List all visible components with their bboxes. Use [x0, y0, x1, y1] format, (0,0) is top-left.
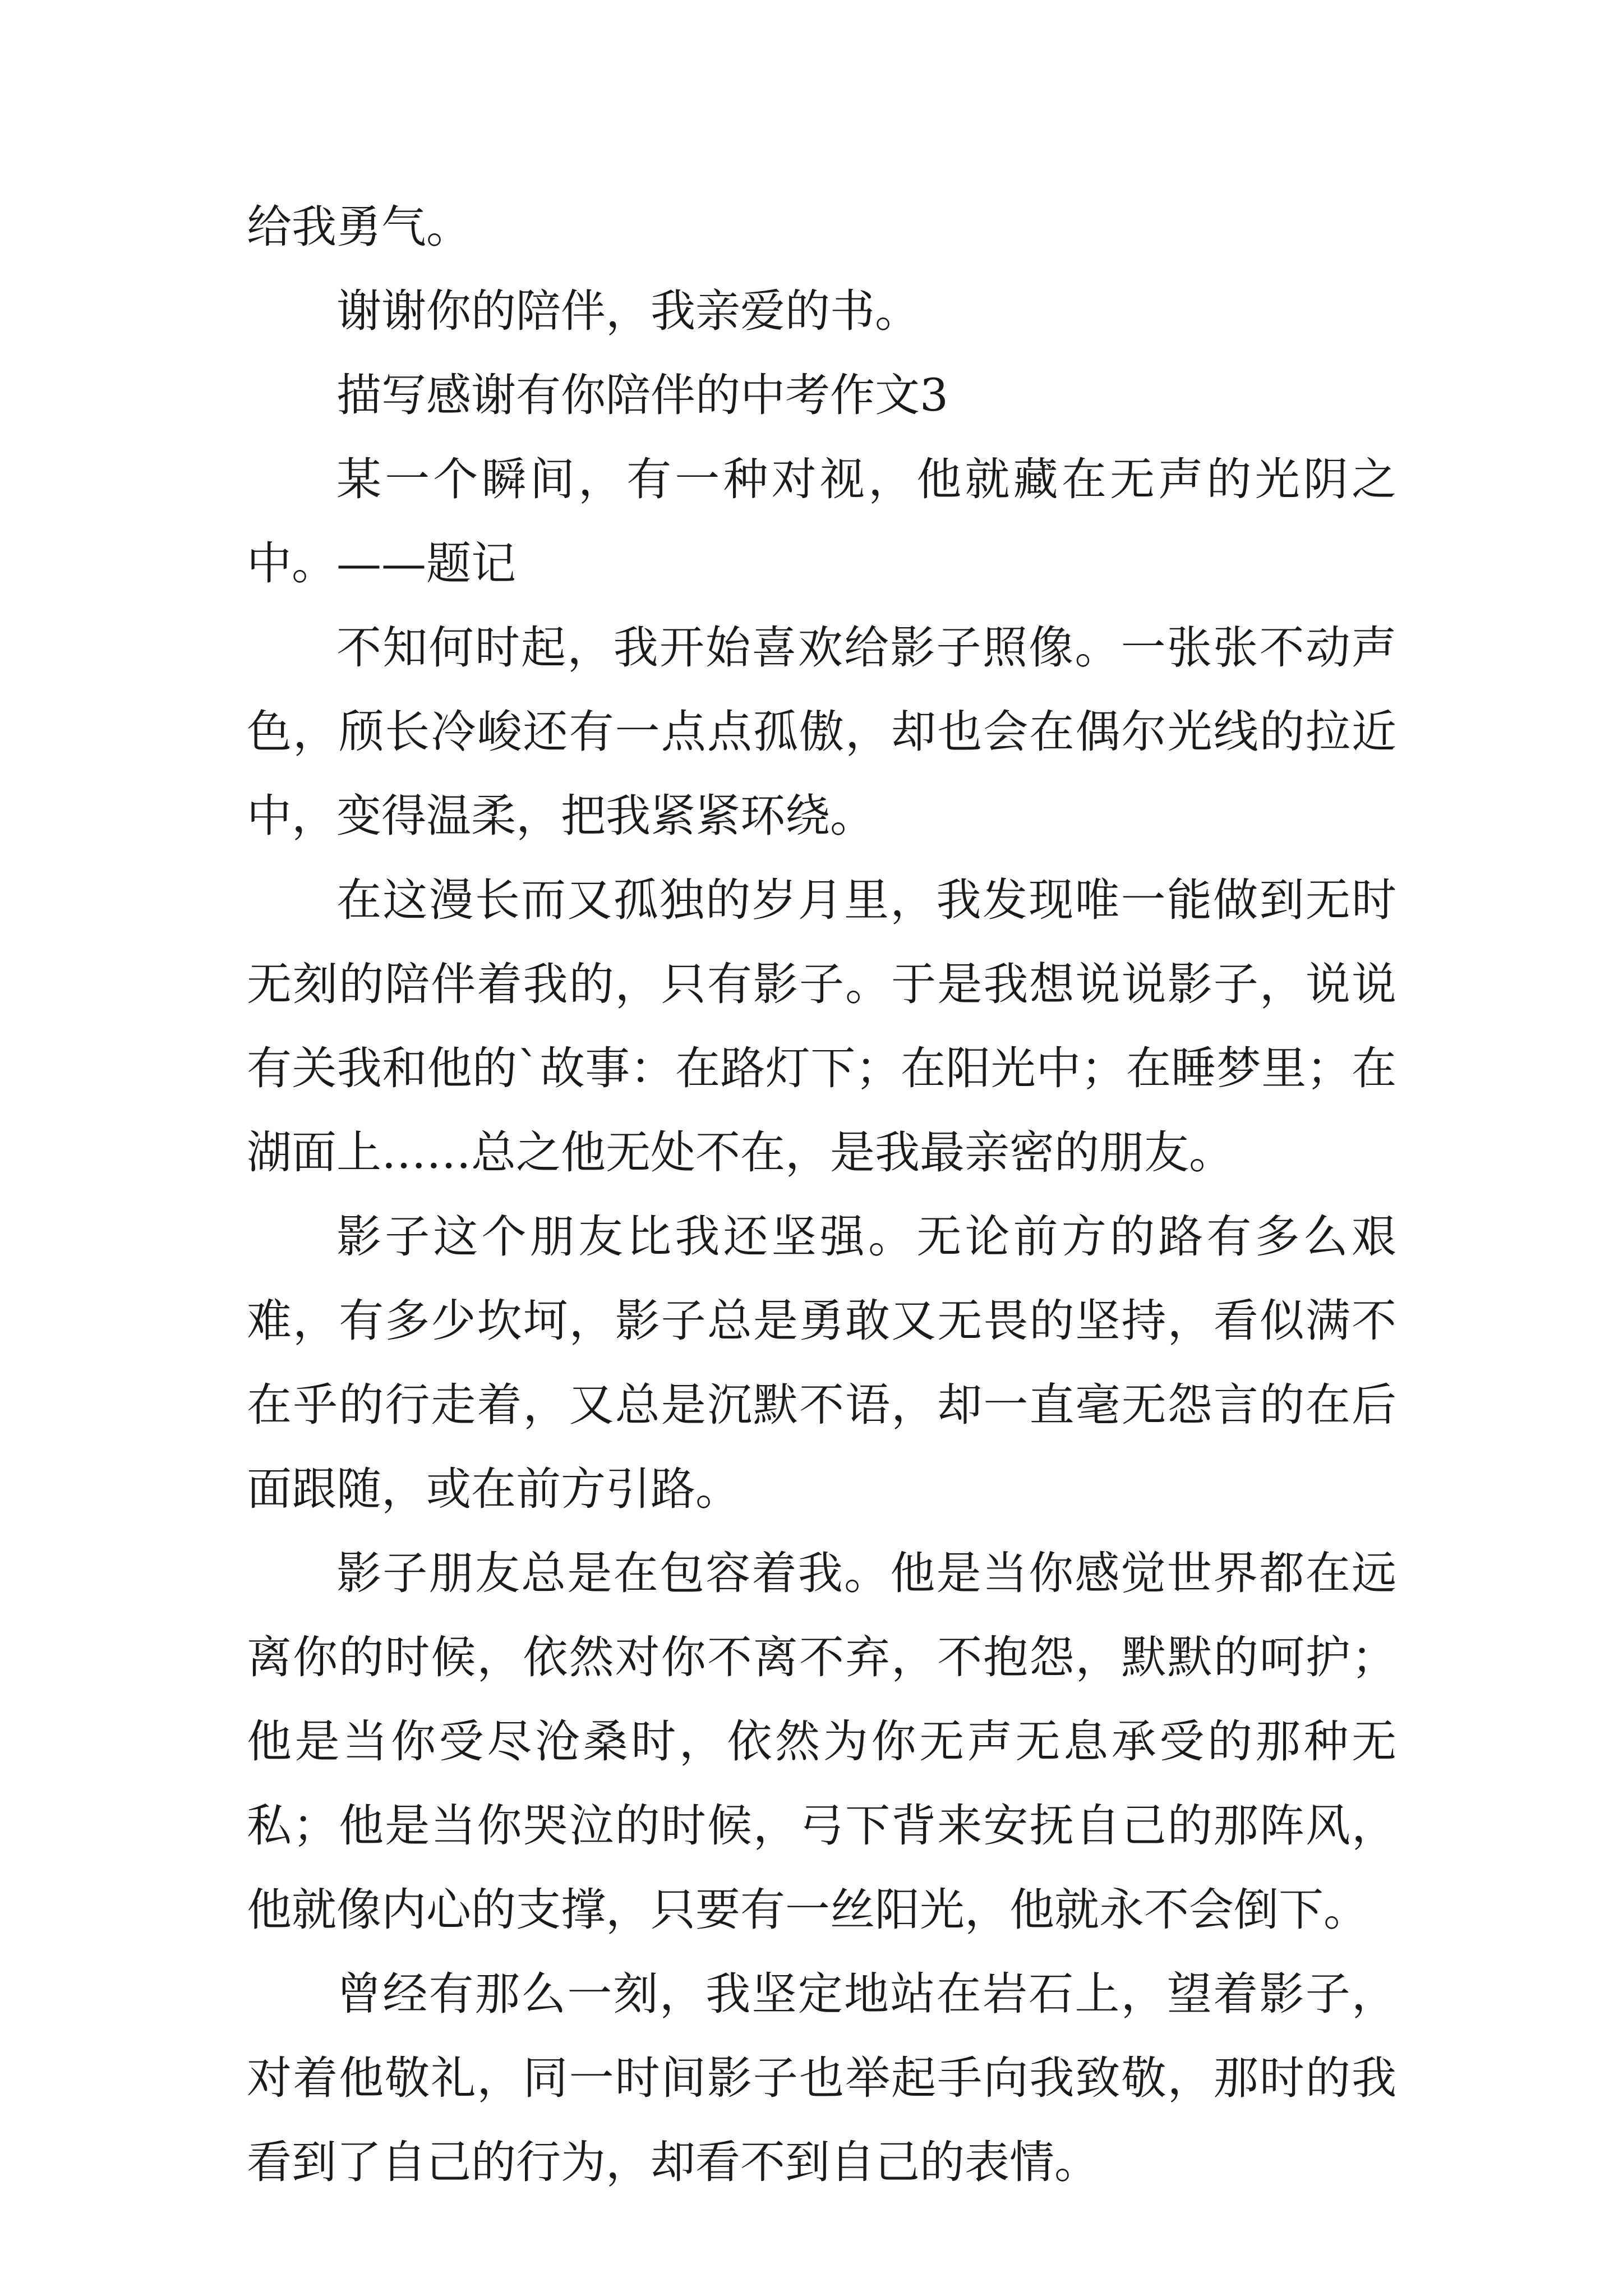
- paragraph: 给我勇气。: [247, 201, 471, 253]
- document-body: [247, 185, 1396, 2205]
- section-heading: 描写感谢有你陪伴的中考作文3: [336, 369, 948, 421]
- paragraph: 影子朋友总是在包容着我。他是当你感觉世界都在远离你的时候，依然对你不离不弃，不抱怨，默默的呵护；他是当你受尽沧桑时，依然为你无声无息承受的那种无私；他是当你哭泣的时候，弓下背来安抚自己的那阵风，他就像内心的支撑，只要有一丝阳光，他就永不会倒下。: [247, 1547, 1396, 1936]
- paragraph: 在这漫长而又孤独的岁月里，我发现唯一能做到无时无刻的陪伴着我的，只有影子。于是我想说说影子，说说有关我和他的`故事：在路灯下；在阳光中；在睡梦里；在湖面上……总之他无处不在，是我最亲密的朋友。: [247, 874, 1396, 1179]
- paragraph: 影子这个朋友比我还坚强。无论前方的路有多么艰难，有多少坎坷，影子总是勇敢又无畏的坚持，看似满不在乎的行走着，又总是沉默不语，却一直毫无怨言的在后面跟随，或在前方引路。: [247, 1211, 1396, 1515]
- paragraph: 不知何时起，我开始喜欢给影子照像。一张张不动声色，颀长冷峻还有一点点孤傲，却也会在偶尔光线的拉近中，变得温柔，把我紧紧环绕。: [247, 622, 1396, 842]
- epigraph: 某一个瞬间，有一种对视，他就藏在无声的光阴之中。——题记: [247, 453, 1396, 590]
- paragraph: 谢谢你的陪伴，我亲爱的书。: [336, 285, 920, 337]
- paragraph: 曾经有那么一刻，我坚定地站在岩石上，望着影子，对着他敬礼，同一时间影子也举起手向我致敬，那时的我看到了自己的行为，却看不到自己的表情。: [247, 1968, 1396, 2188]
